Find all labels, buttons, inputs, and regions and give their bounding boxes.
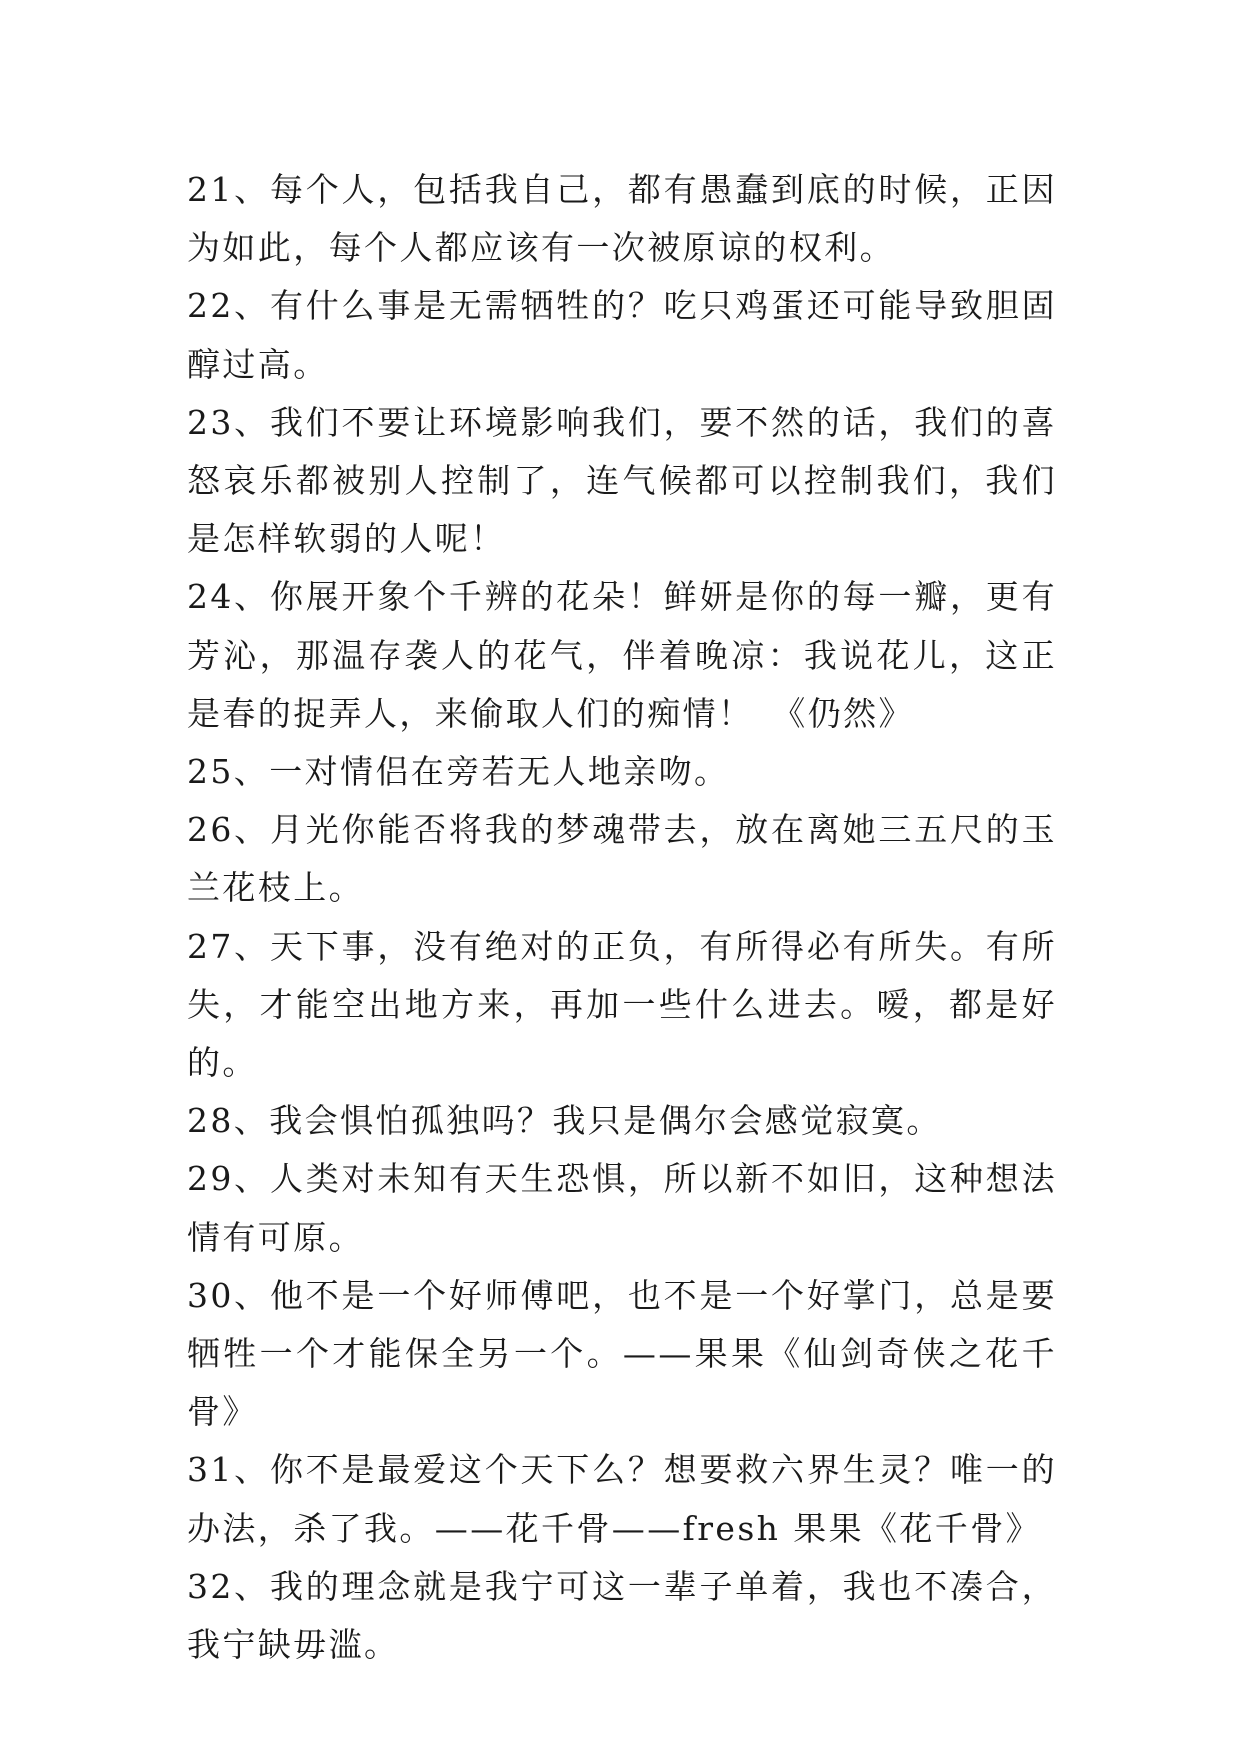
quote-list <box>187 161 1057 1674</box>
quote-item-32: 32、我的理念就是我宁可这一辈子单着，我也不凑合，我宁缺毋滥。 <box>187 1566 1057 1665</box>
quote-item-30: 30、他不是一个好师傅吧，也不是一个好掌门，总是要牺牲一个才能保全另一个。——果果《仙剑奇侠之花千骨》 <box>187 1275 1057 1432</box>
quote-item-23: 23、我们不要让环境影响我们，要不然的话，我们的喜怒哀乐都被别人控制了，连气候都可以控制我们，我们是怎样软弱的人呢！ <box>187 402 1057 559</box>
quote-item-21: 21、每个人，包括我自己，都有愚蠢到底的时候，正因为如此，每个人都应该有一次被原谅的权利。 <box>187 170 1057 268</box>
quote-item-29: 29、人类对未知有天生恐惧，所以新不如旧，这种想法情有可原。 <box>187 1159 1057 1257</box>
quote-item-22: 22、有什么事是无需牺牲的？吃只鸡蛋还可能导致胆固醇过高。 <box>187 286 1057 384</box>
quote-item-28: 28、我会惧怕孤独吗？我只是偶尔会感觉寂寞。 <box>187 1101 942 1141</box>
quote-item-27: 27、天下事，没有绝对的正负，有所得必有所失。有所失，才能空出地方来，再加一些什么进去。嗳，都是好的。 <box>187 926 1057 1083</box>
quote-item-25: 25、一对情侣在旁若无人地亲吻。 <box>187 752 730 792</box>
quote-item-31: 31、你不是最爱这个天下么？想要救六界生灵？唯一的办法，杀了我。——花千骨——fresh 果果《花千骨》 <box>187 1450 1057 1548</box>
quote-item-26: 26、月光你能否将我的梦魂带去，放在离她三五尺的玉兰花枝上。 <box>187 810 1057 908</box>
quote-item-24: 24、你展开象个千辨的花朵！鲜妍是你的每一瓣，更有芳沁，那温存袭人的花气，伴着晚凉：我说花儿，这正是春的捉弄人，来偷取人们的痴情！ 《仍然》 <box>187 577 1057 733</box>
